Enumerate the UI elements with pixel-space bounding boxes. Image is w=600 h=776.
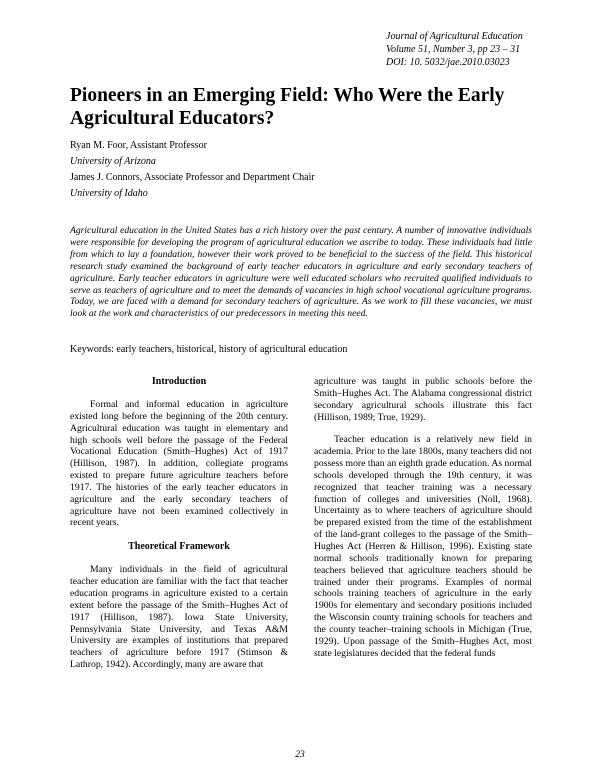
author-affiliation: University of Arizona bbox=[70, 156, 156, 167]
section-heading-theoretical-framework: Theoretical Framework bbox=[128, 541, 230, 553]
journal-doi: DOI: 10. 5032/jae.2010.03023 bbox=[386, 57, 510, 68]
left-column bbox=[70, 375, 288, 671]
journal-volume: Volume 51, Number 3, pp 23 – 31 bbox=[386, 44, 521, 55]
page-number: 23 bbox=[295, 750, 305, 760]
continued-paragraph: agriculture was taught in public schools before the Smith–Hughes Act. The Alabama congressional district secondary agricultural schools illustrate this fact (Hillison, 1989; True, 1929). bbox=[314, 376, 532, 423]
author-block bbox=[70, 138, 470, 202]
keywords: Keywords: early teachers, historical, history of agricultural education bbox=[70, 344, 348, 355]
paper-title: Pioneers in an Emerging Field: Who Were the Early Agricultural Educators? bbox=[70, 85, 505, 129]
framework-paragraph: Many individuals in the field of agricultural teacher education are familiar with the fact that teacher education programs in agriculture existed to a certain extent before the passage of the Smith–Hughes Act of 1917 (Hillison, 1987). Iowa State University, Pennsylvania State University, and Texas A&M University are examples of institutions that prepared teachers of agriculture before 1917 (Stimson & Lathrop, 1942). Accordingly, many are aware that bbox=[70, 564, 288, 671]
teacher-education-paragraph: Teacher education is a relatively new field in academia. Prior to the late 1800s, many teachers did not possess more than an eighth grade education. As normal schools developed through the 19th century, it was recognized that teacher training was a necessary function of colleges and universities (Noll, 1968). Uncertainty as to where teachers of agriculture should be prepared existed from the time of the establishment of the land-grant colleges to the passage of the Smith–Hughes Act (Herren & Hillison, 1996). Existing state normal schools traditionally known for preparing teachers believed that agriculture teachers should be trained under their programs. Examples of normal schools training teachers of agriculture in the early 1900s for elementary and secondary positions included the Wisconsin county training schools for teachers and the county teacher–training schools in Michigan (True, 1929). Upon passage of the Smith–Hughes Act, most state legislatures decided that the federal funds bbox=[314, 434, 532, 659]
journal-name: Journal of Agricultural Education bbox=[386, 31, 523, 42]
author-name: Ryan M. Foor, Assistant Professor bbox=[70, 140, 207, 151]
journal-header bbox=[386, 30, 576, 69]
author-name: James J. Connors, Associate Professor and Department Chair bbox=[70, 172, 315, 183]
abstract: Agricultural education in the United States has a rich history over the past century. A number of innovative individuals were responsible for developing the program of agricultural education we ascribe to today. These individuals had little from which to lay a foundation, however their work proved to be beneficial to the success of the field. This historical research study examined the background of early teacher educators in agriculture and early secondary teachers of agriculture. Early teacher educators in agriculture were well educated scholars who recruited qualified individuals to serve as teachers of agriculture and to meet the demands of vacancies in high school vocational agriculture programs. Today, we are faced with a demand for secondary teachers of agriculture. As we work to fill these vacancies, we must look at the work and characteristics of our predecessors in meeting this need. bbox=[70, 225, 532, 320]
author-affiliation: University of Idaho bbox=[70, 188, 148, 199]
section-heading-introduction: Introduction bbox=[151, 376, 207, 387]
right-column bbox=[314, 376, 532, 659]
introduction-paragraph: Formal and informal education in agriculture existed long before the beginning of the 20th century. Agricultural education was taught in elementary and high schools well before the passage of the Federal Vocational Education (Smith–Hughes) Act of 1917 (Hillison, 1987). In addition, collegiate programs existed to prepare future agriculture teachers before 1917. The histories of the early teacher educators in agriculture and the early secondary teachers of agriculture have not been examined collectively in recent years. bbox=[70, 399, 288, 529]
